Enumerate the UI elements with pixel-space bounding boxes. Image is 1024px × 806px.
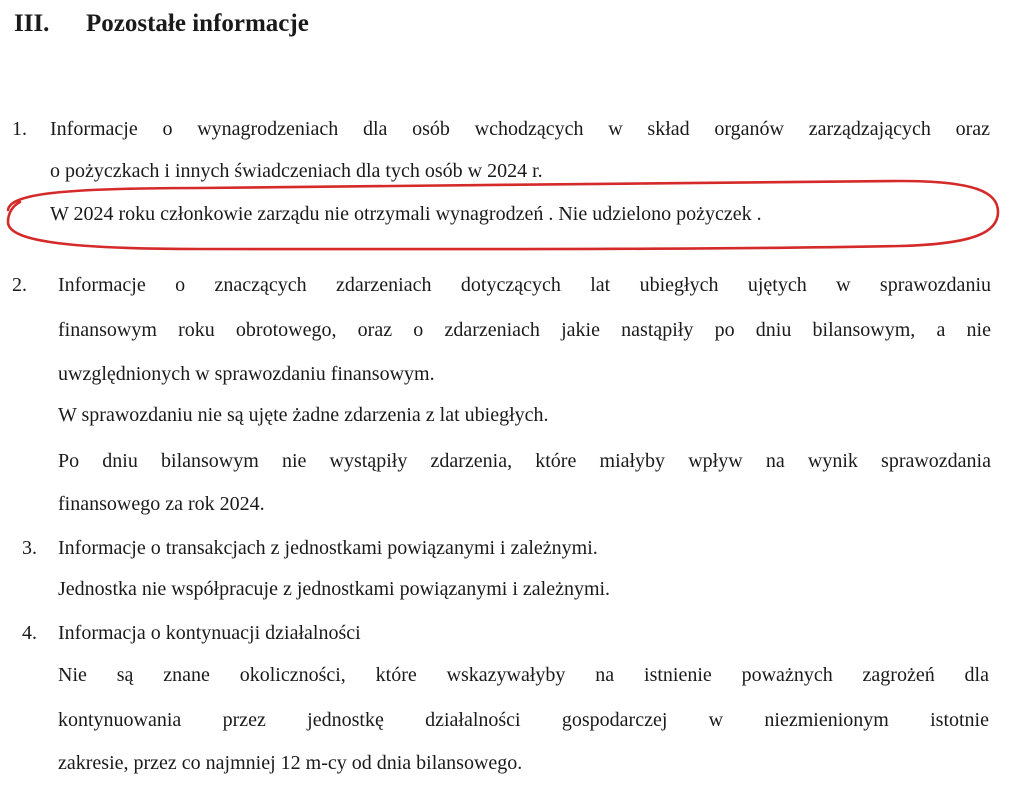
item-3-line-2: Jednostka nie współpracuje z jednostkami powiązanymi i zależnymi. [58,578,611,600]
item-1-line-1: Informacje o wynagrodzeniach dla osób wchodzących w skład organów zarządzających oraz [50,118,990,140]
item-2-line-4: W sprawozdaniu nie są ujęte żadne zdarzenia z lat ubiegłych. [58,404,549,426]
item-2-number: 2. [12,274,27,296]
item-4-line-3: kontynuowania przez jednostkę działalności gospodarczej w niezmienionym istotnie [58,709,989,731]
item-3-number: 3. [22,537,37,559]
item-2-line-3: uwzględnionych w sprawozdaniu finansowym. [58,363,435,385]
item-4-number: 4. [22,622,37,644]
item-1-number: 1. [12,118,27,140]
item-4-line-1: Informacja o kontynuacji działalności [58,622,361,644]
item-4-line-4: zakresie, przez co najmniej 12 m-cy od dnia bilansowego. [58,752,523,774]
item-2-line-5: Po dniu bilansowym nie wystąpiły zdarzenia, które miałyby wpływ na wynik sprawozdania [58,450,991,472]
section-number: III. [14,10,50,37]
item-3-line-1: Informacje o transakcjach z jednostkami powiązanymi i zależnymi. [58,537,598,559]
item-1-line-2: o pożyczkach i innych świadczeniach dla tych osób w 2024 r. [50,160,543,182]
item-2-line-2: finansowym roku obrotowego, oraz o zdarzeniach jakie nastąpiły po dniu bilansowym, a nie [58,319,991,341]
item-1-line-3: W 2024 roku członkowie zarządu nie otrzymali wynagrodzeń . Nie udzielono pożyczek . [50,203,762,225]
item-2-line-6: finansowego za rok 2024. [58,493,265,515]
item-4-line-2: Nie są znane okoliczności, które wskazywałyby na istnienie poważnych zagrożeń dla [58,664,989,686]
item-2-line-1: Informacje o znaczących zdarzeniach dotyczących lat ubiegłych ujętych w sprawozdaniu [58,274,991,296]
section-title: Pozostałe informacje [86,10,309,37]
section-heading [14,10,309,38]
